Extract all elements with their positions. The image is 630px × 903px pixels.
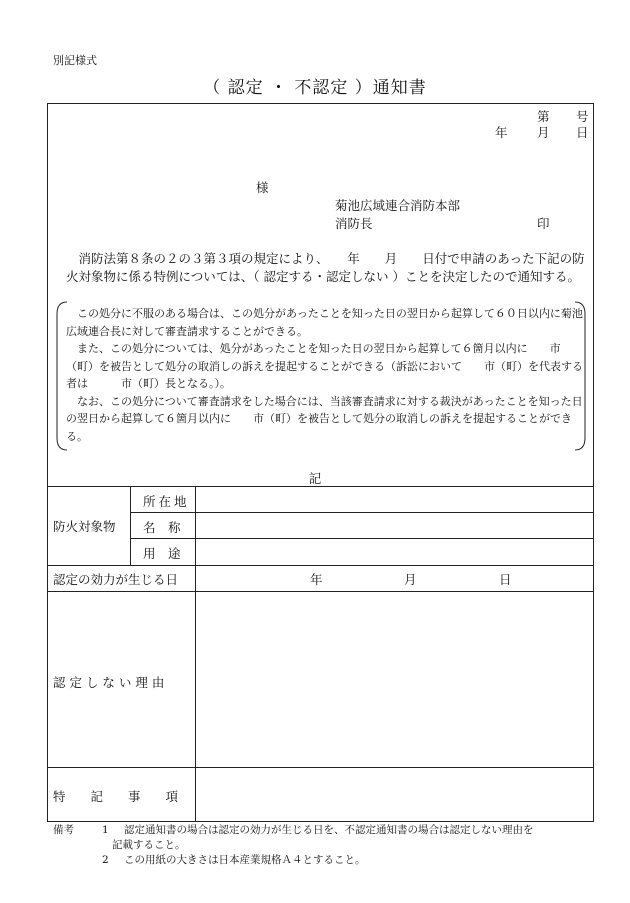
seal-mark: 印 xyxy=(537,216,550,231)
table-vline-labels xyxy=(195,486,196,822)
date-day: 日 xyxy=(576,125,589,140)
date-year: 年 xyxy=(495,125,508,140)
remarks-label: 備考 xyxy=(53,824,74,836)
ki-heading: 記 xyxy=(308,471,322,486)
object-label: 防火対象物 xyxy=(53,519,116,534)
table-line-reason xyxy=(47,767,594,768)
remark-1-line-1: 認定通知書の場合は認定の効力が生じる日を、不認定通知書の場合は認定しない理由を xyxy=(124,824,534,836)
form-label: 別記様式 xyxy=(53,54,97,67)
location-label: 所在地 xyxy=(143,494,190,509)
effective-month: 月 xyxy=(404,572,417,587)
effective-date-label: 認定の効力が生じる日 xyxy=(53,572,179,587)
name-label: 名 称 xyxy=(143,520,181,535)
table-vline-object xyxy=(130,486,131,565)
use-label: 用 途 xyxy=(143,546,181,561)
number-dai: 第 xyxy=(537,109,550,124)
effective-day: 日 xyxy=(499,572,512,587)
appeal-notice xyxy=(66,305,586,445)
remark-2-text: この用紙の大きさは日本産業規格Ａ４とすること。 xyxy=(124,854,366,866)
remark-1-number: 1 xyxy=(102,824,109,836)
document-title: （ 認定 ・ 不認定 ）通知書 xyxy=(203,78,427,98)
table-line-use xyxy=(47,565,594,566)
notice-paragraph-3: なお、この処分について審査請求をした場合には、当該審査請求に対する裁決があったことを知った日の翌日から起算して６箇月以内に 市（町）を被告として処分の取消しの訴えを提起することができる。 xyxy=(66,394,583,443)
body-paragraph: 消防法第８条の２の３第３項の規定により、 年 月 日付で申請のあった下記の防火対象物に係る特例については、（ 認定する・認定しない ）ことを決定したので通知する。 xyxy=(66,251,585,284)
recipient-honorific: 様 xyxy=(256,180,269,195)
remark-2-number: 2 xyxy=(102,854,109,866)
special-notes-label: 特 記 事 項 xyxy=(53,789,179,804)
issuer-title: 消防長 xyxy=(335,216,373,231)
table-line-name xyxy=(130,538,594,539)
issuer-org: 菊池広域連合消防本部 xyxy=(335,198,461,213)
notice-paragraph-2: また、この処分については、処分があったことを知った日の翌日から起算して６箇月以内に 市（町）を被告として処分の取消しの訴えを提起することができる（訴訟において 市（町）を代表する者は 市（町）長となる。）。 xyxy=(66,342,583,390)
notice-paragraph-1: この処分に不服のある場合は、この処分があったことを知った日の翌日から起算して６０日以内に菊池広域連合長に対して審査請求することができる。 xyxy=(66,307,583,338)
remark-1-line-2: 記載すること。 xyxy=(112,839,186,851)
effective-year: 年 xyxy=(310,572,323,587)
number-go: 号 xyxy=(576,109,589,124)
form-frame xyxy=(47,103,594,822)
table-line-location xyxy=(130,512,594,513)
table-line-effective xyxy=(47,591,594,592)
date-month: 月 xyxy=(537,125,550,140)
reason-label: 認 定 し な い 理 由 xyxy=(53,675,165,690)
